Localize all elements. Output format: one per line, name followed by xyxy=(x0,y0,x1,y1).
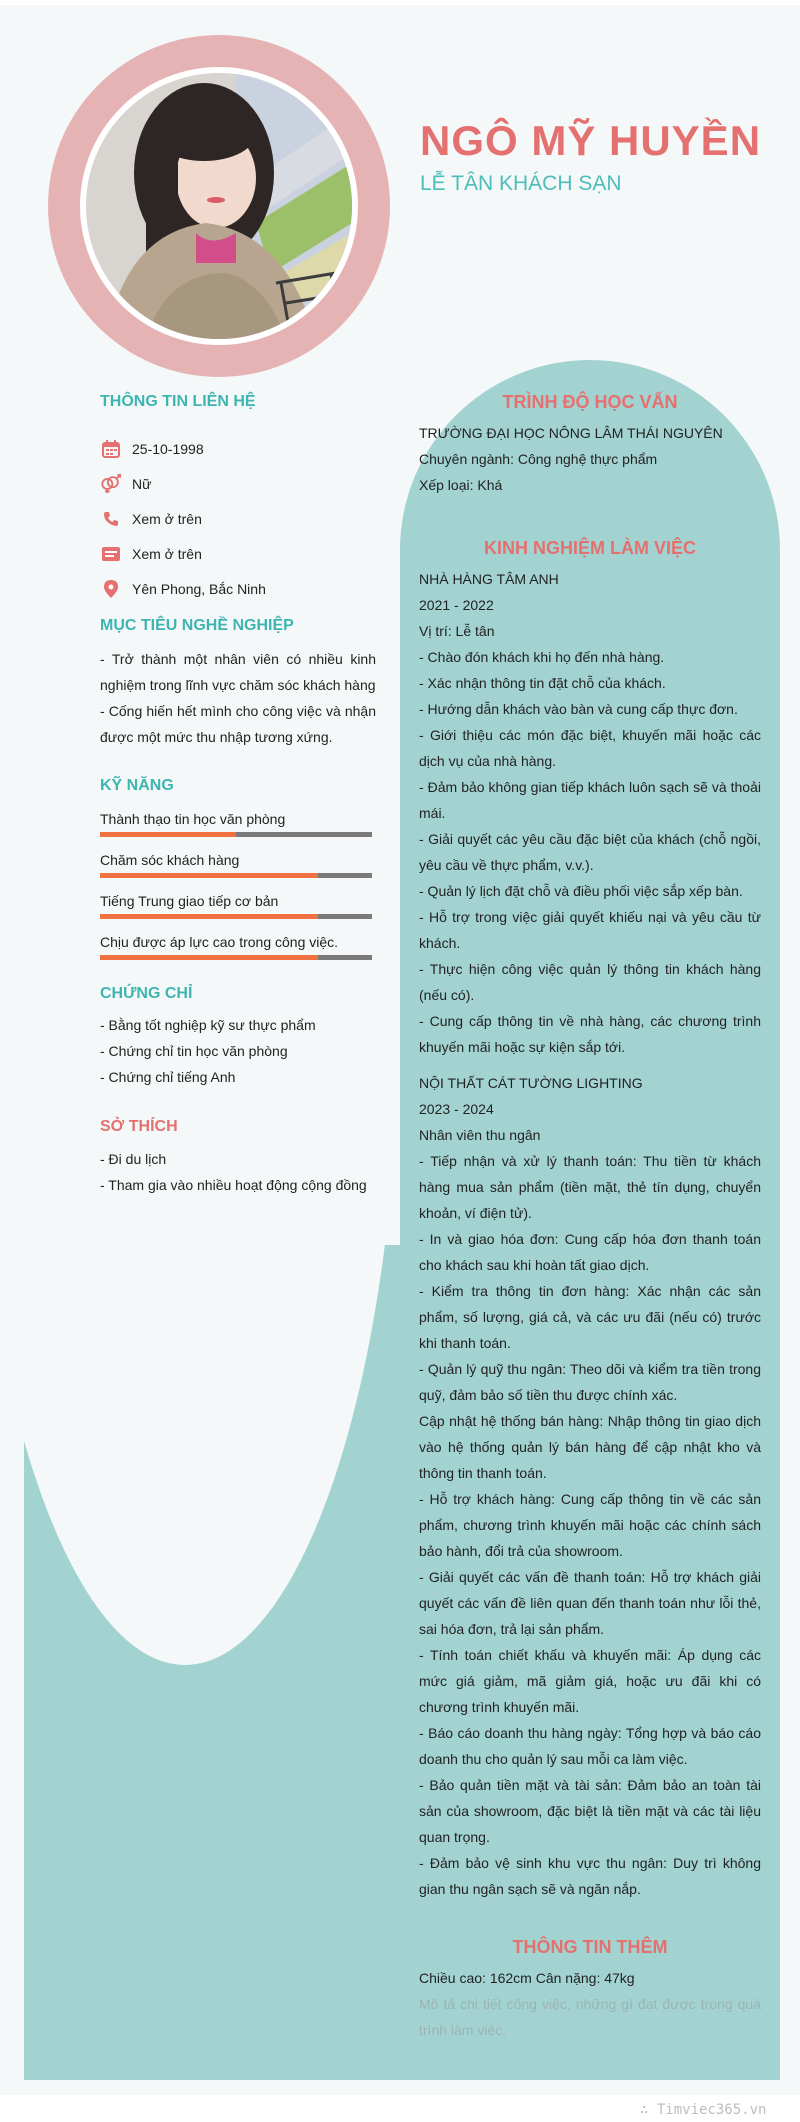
contact-address xyxy=(100,578,266,600)
experience-block xyxy=(419,566,761,1902)
experience-heading: KINH NGHIỆM LÀM VIỆC xyxy=(483,538,696,558)
job-duty: - Đảm bảo vệ sinh khu vực thu ngân: Duy trì không gian thu ngân sạch sẽ và ngăn nắp. xyxy=(419,1855,761,1897)
job-company: NỘI THẤT CÁT TƯỜNG LIGHTING xyxy=(419,1075,643,1091)
job-duty: - Quản lý lịch đặt chỗ và điều phối việc sắp xếp bàn. xyxy=(419,883,743,899)
job-duty: - Xác nhận thông tin đặt chỗ của khách. xyxy=(419,675,666,691)
contact-email xyxy=(100,543,202,565)
skill-bar-fill xyxy=(100,955,318,960)
job-duty: - Bảo quản tiền mặt và tài sản: Đảm bảo an toàn tài sản của showroom, đặc biệt là tiền mặt và các tài liệu quan trọng. xyxy=(419,1777,761,1845)
skill-label: Chịu được áp lực cao trong công việc. xyxy=(100,934,339,950)
additional-placeholder: Mô tả chi tiết công việc, những gì đạt được trong quá trình làm việc. xyxy=(419,1996,761,2038)
additional-line: Chiều cao: 162cm Cân nặng: 47kg xyxy=(419,1970,635,1986)
hobby-item: - Đi du lịch xyxy=(100,1151,167,1167)
contact-address-text: Yên Phong, Bắc Ninh xyxy=(132,581,266,597)
contact-heading: THÔNG TIN LIÊN HỆ xyxy=(100,393,256,410)
job-period: 2021 - 2022 xyxy=(419,597,494,613)
job-duty: - Tính toán chiết khấu và khuyến mãi: Áp dụng các mức giá giảm, mã giảm giá, hoặc ưu đãi khi có chương trình khuyến mãi. xyxy=(419,1647,761,1715)
education-heading: TRÌNH ĐỘ HỌC VẤN xyxy=(502,392,678,412)
job-duty: - Hướng dẫn khách vào bàn và cung cấp thực đơn. xyxy=(419,701,738,717)
education-grade: Xếp loại: Khá xyxy=(419,477,503,493)
certificate-item: - Bằng tốt nghiệp kỹ sư thực phẩm xyxy=(100,1017,316,1033)
logo-icon: ∴ xyxy=(640,2102,657,2118)
skill-item xyxy=(100,852,372,878)
job-period: 2023 - 2024 xyxy=(419,1101,494,1117)
skill-item xyxy=(100,811,372,837)
certificates-heading: CHỨNG CHỈ xyxy=(100,985,193,1002)
certificates-list xyxy=(100,1012,316,1090)
certificate-item: - Chứng chỉ tiếng Anh xyxy=(100,1069,236,1085)
contact-phone-text: Xem ở trên xyxy=(132,511,202,527)
job-duty: Cập nhật hệ thống bán hàng: Nhập thông tin giao dịch vào hệ thống quản lý bán hàng để cập nhật kho và thông tin thanh toán. xyxy=(419,1413,761,1481)
job-duty: - Tiếp nhận và xử lý thanh toán: Thu tiền từ khách hàng mua sản phẩm (tiền mặt, thẻ tín dụng, chuyển khoản, ví điện tử). xyxy=(419,1153,761,1221)
job-duty: - Giải quyết các vấn đề thanh toán: Hỗ trợ khách giải quyết các vấn đề liên quan đến thanh toán như lỗi thẻ, sai hóa đơn, trả lại sản phẩm. xyxy=(419,1569,761,1637)
job-position: Vị trí: Lễ tân xyxy=(419,623,495,639)
certificate-item: - Chứng chỉ tin học văn phòng xyxy=(100,1043,288,1059)
skill-bar-fill xyxy=(100,914,318,919)
job-duty: - In và giao hóa đơn: Cung cấp hóa đơn thanh toán cho khách sau khi hoàn tất giao dịch. xyxy=(419,1231,761,1273)
job-duty: - Hỗ trợ trong việc giải quyết khiếu nại và yêu cầu từ khách. xyxy=(419,909,761,951)
skill-label: Chăm sóc khách hàng xyxy=(100,852,240,868)
job-duty: - Báo cáo doanh thu hàng ngày: Tổng hợp và báo cáo doanh thu cho quản lý sau mỗi ca làm việc. xyxy=(419,1725,761,1767)
skill-bar xyxy=(100,832,372,837)
phone-icon xyxy=(100,508,122,530)
skill-bar xyxy=(100,955,372,960)
additional-heading: THÔNG TIN THÊM xyxy=(512,1937,668,1957)
additional-block xyxy=(419,1965,761,2043)
job-duty: - Đảm bảo không gian tiếp khách luôn sạch sẽ và thoải mái. xyxy=(419,779,761,821)
contact-gender xyxy=(100,473,151,495)
hobby-item: - Tham gia vào nhiều hoạt động cộng đồng xyxy=(100,1177,367,1193)
job-company: NHÀ HÀNG TÂM ANH xyxy=(419,571,559,587)
objective-line: - Cống hiến hết mình cho công việc và nhận được một mức thu nhập tương xứng. xyxy=(100,703,376,745)
skill-bar xyxy=(100,873,372,878)
calendar-icon xyxy=(100,438,122,460)
candidate-name: NGÔ MỸ HUYỀN xyxy=(420,117,762,164)
skill-bar-fill xyxy=(100,873,318,878)
job-position: Nhân viên thu ngân xyxy=(419,1127,541,1143)
job-duty: - Giới thiệu các món đặc biệt, khuyến mãi hoặc các dịch vụ của nhà hàng. xyxy=(419,727,761,769)
skill-label: Thành thạo tin học văn phòng xyxy=(100,811,286,827)
objective-heading: MỤC TIÊU NGHỀ NGHIỆP xyxy=(100,617,294,634)
gender-icon xyxy=(100,473,122,495)
skill-item xyxy=(100,893,372,919)
contact-birthdate xyxy=(100,438,204,460)
location-pin-icon xyxy=(100,578,122,600)
skill-bar-fill xyxy=(100,832,236,837)
objective-text xyxy=(100,646,376,750)
hobbies-heading: SỞ THÍCH xyxy=(100,1118,178,1135)
cv-page xyxy=(0,5,800,2095)
email-icon xyxy=(100,543,122,565)
hobbies-list xyxy=(100,1146,367,1198)
contact-email-text: Xem ở trên xyxy=(132,546,202,562)
job-duty: - Thực hiện công việc quản lý thông tin khách hàng (nếu có). xyxy=(419,961,761,1003)
job-duty: - Hỗ trợ khách hàng: Cung cấp thông tin về các sản phẩm, chương trình khuyến mãi hoặc các chính sách bảo hành, đổi trả của showroom. xyxy=(419,1491,761,1559)
skill-bar xyxy=(100,914,372,919)
job-title: LỄ TÂN KHÁCH SẠN xyxy=(420,172,622,195)
watermark-text: Timviec365.vn xyxy=(656,2102,767,2118)
job-duty: - Cung cấp thông tin về nhà hàng, các chương trình khuyến mãi hoặc sự kiện sắp tới. xyxy=(419,1013,761,1055)
contact-gender-text: Nữ xyxy=(132,476,152,492)
contact-phone xyxy=(100,508,202,530)
job-duty: - Chào đón khách khi họ đến nhà hàng. xyxy=(419,649,665,665)
avatar xyxy=(86,73,352,339)
education-school: TRƯỜNG ĐẠI HỌC NÔNG LÂM THÁI NGUYÊN xyxy=(419,425,723,441)
teal-background-bottom xyxy=(24,2055,780,2080)
skill-item xyxy=(100,934,372,960)
skill-label: Tiếng Trung giao tiếp cơ bản xyxy=(100,893,279,909)
skills-heading: KỸ NĂNG xyxy=(100,777,174,794)
job-duty: - Giải quyết các yêu cầu đặc biệt của khách (chỗ ngồi, yêu cầu về thực phẩm, v.v.). xyxy=(419,831,761,873)
education-block xyxy=(419,420,761,498)
job-duty: - Kiểm tra thông tin đơn hàng: Xác nhận các sản phẩm, số lượng, giá cả, và các ưu đãi (nếu có) trước khi thanh toán. xyxy=(419,1283,761,1351)
job-duty: - Quản lý quỹ thu ngân: Theo dõi và kiểm tra tiền trong quỹ, đảm bảo số tiền thu được chính xác. xyxy=(419,1361,761,1403)
contact-birthdate-text: 25-10-1998 xyxy=(132,441,204,457)
objective-line: - Trở thành một nhân viên có nhiều kinh nghiệm trong lĩnh vực chăm sóc khách hàng xyxy=(100,651,376,693)
education-major: Chuyên ngành: Công nghệ thực phẩm xyxy=(419,451,658,467)
watermark xyxy=(640,2102,766,2118)
